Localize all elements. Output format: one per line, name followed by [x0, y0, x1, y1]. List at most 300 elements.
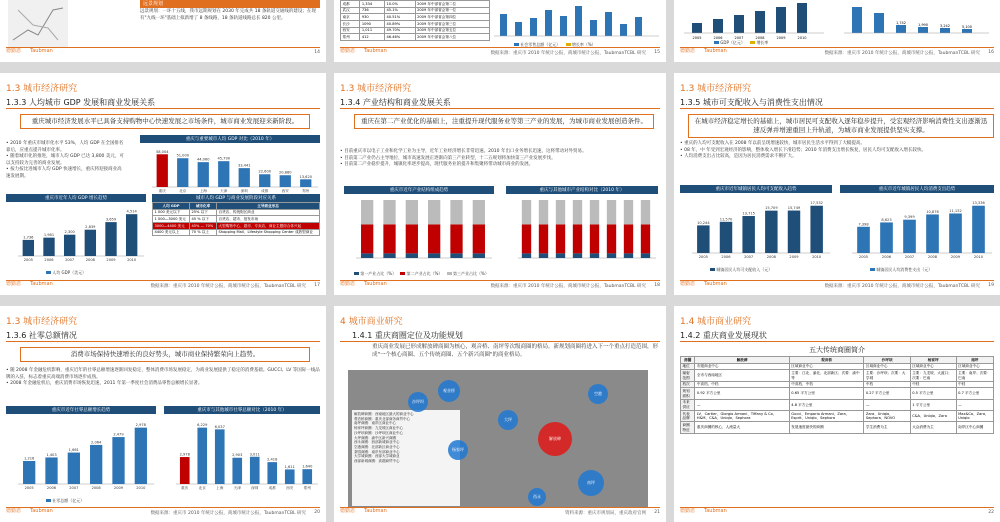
- income-chart: 重庆市近年城镇居民人均可支配收入趋势 10,244 2005 11,570 2006 13,715 2007 15,709 2008 15,749 2009 17,532 2010 城镇居民人均可支配收入（元）: [680, 185, 832, 273]
- table-row: 未来供应 — 4.8 平方公里 — 1 平方公里 —: [681, 399, 994, 410]
- bar-primary: [428, 253, 440, 258]
- data-label: 44,060: [196, 157, 210, 162]
- bar-tertiary: [450, 200, 462, 224]
- data-label: 45,790: [217, 156, 231, 161]
- table-row: 规划面积 0.92 平方公里 0.65 平方公里 0.27 平方公里 0.5 平方公里 0.7 平方公里: [681, 388, 994, 399]
- bar: [302, 469, 312, 484]
- bar: [918, 27, 928, 33]
- tick-label: 西安: [281, 189, 289, 193]
- data-label: 5,100: [961, 25, 973, 29]
- key-message: 在城市经济稳定增长的基础上，城市居民可支配收入逐年稳步提升，受宏观经济影响消费性支出逐渐迅速反弹并增速重回上升轨道，为城市商业发展提供坚实支撑。: [688, 114, 994, 138]
- section-title: 1.3 城市经济研究: [680, 84, 752, 94]
- bar: [720, 222, 732, 253]
- bar: [530, 18, 537, 36]
- industry-city-chart: 重庆与其他城市产业结构对比（2010 年）: [506, 186, 658, 268]
- bar-secondary: [383, 224, 395, 253]
- bar-primary: [607, 253, 616, 258]
- tick-label: 2005: [24, 486, 34, 490]
- page-number: 22: [988, 510, 994, 515]
- subsection-title: 1.3.4 产业结构和商业发展关系: [340, 98, 451, 107]
- bar-secondary: [522, 224, 531, 253]
- bar-tertiary: [556, 200, 565, 224]
- data-label: 3,242: [939, 24, 951, 28]
- slide-footer: 德勤恩 Taubman 14: [6, 47, 320, 59]
- bar: [250, 457, 260, 484]
- bar: [742, 216, 754, 253]
- tick-label: 2009: [106, 258, 116, 262]
- subsection-title: 1.3.3 人均城市 GDP 发展和商业发展关系: [6, 98, 156, 107]
- data-label: 13,620: [299, 174, 313, 179]
- tick-label: 2008: [755, 36, 765, 40]
- bar: [112, 437, 124, 484]
- source-note: 数据来源：重庆市 2010 年统计公报，商城市统计公报，TaubmanTCBL 研究: [824, 284, 980, 289]
- slide-20[interactable]: [0, 306, 326, 522]
- table-title: 五大传统商圈简介: [809, 346, 865, 354]
- data-label: 7,398: [858, 222, 869, 227]
- tick-label: 2010: [136, 486, 146, 490]
- source-note: 数据来源：重庆市 2010 年统计公报，商城市统计公报，TaubmanTCBL 研究: [150, 511, 306, 516]
- source-note: 资料来源：重庆市规划局，重庆政府官网: [565, 511, 646, 516]
- bar: [692, 23, 702, 33]
- tick-label: 郑州: [302, 189, 310, 193]
- commercial-district-map: [348, 370, 648, 508]
- industry-legend: 第一产业占比（%） 第二产业占比（%） 第三产业占比（%）: [354, 271, 489, 277]
- bar-primary: [573, 253, 582, 258]
- bar-primary: [624, 253, 633, 258]
- tick-label: 2005: [698, 255, 708, 259]
- bar: [232, 458, 242, 484]
- page-number: 18: [654, 283, 660, 288]
- bar: [713, 19, 723, 33]
- section-title: 1.3 城市经济研究: [340, 84, 412, 94]
- data-label: 2,300: [64, 230, 75, 235]
- bar-tertiary: [539, 200, 548, 224]
- slide-16[interactable]: [674, 0, 1000, 62]
- data-label: 20,880: [278, 170, 292, 175]
- bar: [23, 461, 35, 484]
- data-label: 1,981: [43, 233, 55, 238]
- slide-footer: 德勤恩 Taubman 数据来源：重庆市 2010 年统计公报，商城市统计公报，TaubmanTCBL 研究 15: [340, 47, 660, 59]
- bar-primary: [641, 253, 650, 258]
- bar: [177, 158, 188, 187]
- expenditure-chart: 重庆市近年城镇居民人均消费支出趋势 7,398 2005 8,623 2006 9,399 2007 10,876 2008 11,152 2009 13,336 2010 城镇居民人均消费性支出（元）: [840, 185, 994, 273]
- tick-label: 2010: [797, 36, 807, 40]
- retail-city-chart: 重庆市与其他城市社零总额对比（2010 年） 2,978 重庆 6,229 北京 6,037 上海 2,903 天津 3,011 深圳 2,418 成都 1,611 西安 1,640 郑州: [164, 406, 320, 498]
- bar: [635, 17, 642, 36]
- table-row: 3000—4400 美元 45% — 70% 大型购物中心、超市、专卖店，商业主题综合体兴起: [153, 223, 320, 230]
- gdp-growth-chart: [684, 0, 824, 40]
- data-label: 3,659: [105, 217, 117, 222]
- source-note: 数据来源：重庆市 2010 年统计公报，商城市统计公报，TaubmanTCBL 研究: [824, 51, 980, 56]
- tick-label: 成都: [268, 486, 276, 490]
- district-bubble[interactable]: 解放碑: [538, 422, 572, 456]
- legend-line: 南坪商圈：南岸区商业中心: [354, 421, 396, 426]
- bar: [590, 20, 597, 36]
- tick-label: 2009: [776, 36, 786, 40]
- bar: [852, 7, 862, 33]
- legend-line: 大学城商圈：西部大学城商业: [354, 454, 400, 459]
- data-label: 17,532: [810, 201, 823, 206]
- retail-city-table: [340, 0, 490, 41]
- bar: [788, 211, 800, 253]
- bar: [215, 429, 225, 484]
- table-row: 地位 市级商业中心 区域商业中心 区域商业中心 区域商业中心 区域商业中心: [681, 363, 994, 370]
- bar-primary: [522, 253, 531, 258]
- bar-primary: [539, 253, 548, 258]
- bar: [903, 220, 916, 253]
- table-row: 档次 中高档、中档 中高档、中档 中档 中档 中档: [681, 381, 994, 388]
- tick-label: 2010: [127, 258, 137, 262]
- data-label: 1,736: [23, 235, 34, 240]
- source-note: 数据来源：重庆市 2010 年统计公报，商城市统计公报，TaubmanTCBL 研究: [490, 51, 646, 56]
- district-bubble[interactable]: 观音桥: [438, 380, 460, 402]
- bar: [285, 469, 295, 484]
- data-label: 2,064: [91, 440, 102, 445]
- page-number: 19: [988, 283, 994, 288]
- bar: [810, 206, 822, 253]
- tick-label: 成都: [261, 189, 269, 193]
- bar: [90, 445, 102, 484]
- legend-line: 解放碑商圈：西南地区最大的商业中心: [354, 412, 414, 416]
- data-label: 10,876: [926, 209, 939, 214]
- plan-box-text: 远景规划：一环十五线，我市远期规划在 2030 年完成共 18 条轨道交通线的建设；在现有"九线一环"基础上拟新增了 8 条线路，18 条轨道线路总长 820 公里。: [140, 9, 316, 21]
- bar-tertiary: [361, 200, 373, 224]
- bar: [755, 11, 765, 33]
- bullet-list: • 重庆的人均可支配收入在 2008 年以前呈现增速较快，城市居民生活水平得到了大幅提高。 • 08 年，中 年受到宏观经济的影响，整体收入增长下滑趋势；2010 年消费支出增长恢复，居民人均可支配收入增长较快。 • 人均消费支出占比较高，是因为居民消费需求不断扩大。: [680, 141, 927, 160]
- gdp-stage-table: 城市人均 GDP 与商业发展阶段对应关系 人均 GDP 城市化率 主导商业形态 1 000 美元以下 25% 以下 百货店、传统街区商业 1 000—3000 美元 45 % 以下 百货店、超市、批发市场 3000—4400 美元 45% — 70% 大型购物中心、超市、专卖店，商业主题综合体兴起 4400 美元以上 70 % 以上 Shopping Mall、Lifestyle Shopping Center 成熟型商业: [152, 194, 320, 236]
- bar-secondary: [473, 224, 485, 253]
- bar: [605, 12, 612, 36]
- plan-box-title: 远景规划: [140, 0, 320, 8]
- data-label: 51,000: [176, 153, 190, 158]
- data-label: 10,244: [697, 220, 710, 225]
- bar: [300, 179, 311, 187]
- tick-label: 北京: [179, 189, 187, 193]
- bar: [23, 240, 34, 256]
- bar: [197, 428, 207, 484]
- bar: [874, 13, 884, 33]
- data-label: 2,978: [179, 452, 190, 457]
- table-row: 郑州 412 46.46% 2009 年中部省会第八位: [341, 34, 490, 41]
- bar-secondary: [406, 224, 418, 253]
- tick-label: 上海: [199, 189, 207, 193]
- key-message: 重庆城市经济发展水平已具备支持购物中心快速发展之市场条件，城市商业发展迎来新阶段。: [20, 114, 310, 129]
- page-number: 16: [988, 50, 994, 55]
- data-label: 1,611: [284, 464, 295, 469]
- bar-secondary: [624, 224, 633, 253]
- section-title: 1.3 城市经济研究: [6, 317, 78, 327]
- retail-comparison-chart: [494, 0, 659, 44]
- tick-label: 2009: [950, 255, 961, 259]
- bar-tertiary: [473, 200, 485, 224]
- slide-footer: 德勤恩 Taubman 数据来源：重庆市 2010 年统计公报，商城市统计公报，TaubmanTCBL 研究 17: [6, 280, 320, 292]
- bar: [45, 457, 57, 484]
- data-label: 33,441: [237, 163, 251, 168]
- district-table: 商圈 解放碑 观音桥 沙坪坝 杨家坪 南坪 地位 市级商业中心 区域商业中心 区域商业中心 区域商业中心 区域商业中心 辐射范围 全市与西南地区 主要：江北、渝北、北部新区；次要：渝中等 主要：沙坪坝；次要：大学城 主要：九龙坡、大渡口；次要：巴南 主要：南岸；次要：巴南 档次 中高档、中档 中高档、中档 中档 中档 中档 规划面积 0.92 平方公里 0.65 平方公里 0.27 平方公里 0.5 平方公里 0.7 平方公里 未来供应 — 4.8 平方公里 — 1 平方公里 — 代表品牌 LV、Cartier、Giorgio Armani、Tiffany & Co、H&M、C&A、Uniqlo、Sephora Gucci、Emporio Armani、Zara、Esprit、Uniqlo、Sephora Zara、Uniqlo、Sephora、NOVO C&A、Uniqlo、Zara Max&Co、Zara、Uniqlo 商圈特征 重庆商圈的核心，人流量大 发展速度最快的商圈 学生消费为主 大众消费为主 南岸区中心商圈: [680, 356, 994, 434]
- section-title: 1.4 城市商业研究: [680, 317, 752, 327]
- table-row: 辐射范围 全市与西南地区 主要：江北、渝北、北部新区；次要：渝中等 主要：沙坪坝；次要：大学城 主要：九龙坡、大渡口；次要：巴南 主要：南岸；次要：巴南: [681, 370, 994, 381]
- bar-primary: [450, 253, 462, 258]
- bar: [85, 230, 96, 256]
- tick-label: 2005: [23, 258, 33, 262]
- table-row: 长沙 1090 40.89% 2009 年中部省会第三位: [341, 21, 490, 28]
- gdp-legend: GDP（亿元） 增长率: [714, 40, 768, 46]
- data-label: 15,709: [765, 206, 778, 211]
- bar-secondary: [590, 224, 599, 253]
- data-label: 6,037: [214, 424, 225, 429]
- data-label: 22,600: [258, 169, 272, 174]
- tick-label: 2006: [46, 486, 57, 490]
- tick-label: 2006: [44, 258, 54, 262]
- legend-line: 杨家坪商圈：九龙坡区商业中心: [354, 426, 403, 431]
- data-label: 1,990: [917, 23, 929, 27]
- tick-label: 重庆: [158, 189, 166, 193]
- bar-tertiary: [607, 200, 616, 224]
- data-label: 2,479: [113, 432, 124, 437]
- bar: [239, 168, 250, 187]
- slide-15[interactable]: [334, 0, 666, 62]
- bar-secondary: [573, 224, 582, 253]
- tick-label: 2005: [858, 255, 869, 259]
- data-label: 1,661: [68, 448, 79, 453]
- data-label: 1,216: [24, 456, 35, 461]
- bar-secondary: [450, 224, 462, 253]
- tick-label: 郑州: [303, 486, 311, 490]
- data-label: 11,570: [719, 217, 733, 222]
- bar: [545, 10, 552, 36]
- data-label: 2,839: [85, 225, 96, 230]
- bar: [560, 16, 567, 36]
- bar-secondary: [607, 224, 616, 253]
- bullet-list: • 目前重庆市以电子工业和化学工业为主导，近年工业经济增长非常迅速。2010 年出口业务增长迅速，这将带动对外贸易。 • 目前第二产业仍占主导地位，城市高速发展正逐渐向第三产业转型，十二五规划将加快第三产业发展步伐。 • 目前第二产业稳步提升，城镇化率逐步提高，现代服务业的提升和集聚将带动城市商业的发展。: [340, 149, 587, 168]
- tick-label: 2010: [973, 255, 984, 259]
- data-label: 2,418: [267, 457, 278, 462]
- tick-label: 2006: [713, 36, 723, 40]
- divider: [6, 341, 320, 342]
- bar: [896, 25, 906, 33]
- divider: [340, 341, 660, 342]
- legend-line: 观音桥商圈：重庆北部商务商贸中心: [354, 416, 410, 421]
- bar-tertiary: [641, 200, 650, 224]
- tick-label: 2006: [881, 255, 892, 259]
- tick-label: 2007: [65, 258, 75, 262]
- legend-line: 大坪商圈：渝中区新兴商圈: [354, 435, 396, 440]
- slide-19[interactable]: [674, 73, 1000, 295]
- subsection-title: 1.3.5 城市可支配收入与消费性支出情况: [680, 98, 823, 107]
- subsection-title: 1.4.1 重庆商圈定位及功能规划: [352, 331, 463, 340]
- bar: [64, 235, 75, 256]
- bar: [515, 22, 522, 36]
- bar-tertiary: [573, 200, 582, 224]
- key-message: 消费市场保持快速增长的良好势头，城市商业保持繁荣向上趋势。: [20, 347, 310, 362]
- slide-footer: 德勤恩 Taubman 数据来源：重庆市 2010 年统计公报，商城市统计公报，TaubmanTCBL 研究 16: [680, 47, 994, 59]
- data-label: 4,514: [126, 209, 137, 214]
- key-message: 重庆商业发展已形成解放碑商圈为核心，观音桥、南坪等次级商圈的格局。新规划商圈将进入下一个重点打造范围，形成"一个核心商圈、五个传统商圈、五个新兴商圈"的商业格局。: [372, 344, 659, 358]
- data-label: 1,742: [895, 21, 907, 25]
- bar: [949, 213, 962, 253]
- subsection-title: 1.3.6 社零总额情况: [6, 331, 77, 340]
- bar: [267, 462, 277, 484]
- district-bubble[interactable]: 空港: [588, 384, 608, 404]
- data-label: 1,640: [302, 464, 313, 469]
- tick-label: 2008: [766, 255, 776, 259]
- bar-primary: [406, 253, 418, 258]
- slide-14[interactable]: [0, 0, 326, 62]
- bar-secondary: [556, 224, 565, 253]
- bar: [105, 222, 116, 256]
- tick-label: 天津: [233, 486, 241, 490]
- data-label: 9,399: [904, 215, 915, 220]
- bar: [697, 225, 709, 253]
- slide-footer: 德勤恩 Taubman 资料来源：重庆市规划局，重庆政府官网 21: [340, 507, 660, 519]
- slide-22[interactable]: [674, 306, 1000, 522]
- tick-label: 深圳: [251, 486, 259, 490]
- bar-tertiary: [624, 200, 633, 224]
- bar-secondary: [361, 224, 373, 253]
- bar-primary: [556, 253, 565, 258]
- bar-primary: [383, 253, 395, 258]
- table-row: 武汉 736 45.1% 2009 年中部省会第一位: [341, 7, 490, 14]
- data-label: 8,623: [881, 217, 892, 222]
- tick-label: 2010: [812, 255, 822, 259]
- legend-line: 西部新城商圈：高端商贸中心: [354, 459, 400, 464]
- tick-label: 重庆: [181, 486, 189, 490]
- tick-label: 2007: [744, 255, 754, 259]
- section-title: 1.3 城市经济研究: [6, 84, 78, 94]
- district-bubble[interactable]: 杨家坪: [448, 440, 468, 460]
- district-bubble[interactable]: 沙坪坝: [408, 392, 428, 412]
- bar: [940, 28, 950, 33]
- gdp-city-chart: [844, 0, 989, 40]
- bar: [135, 428, 147, 484]
- bar: [43, 238, 54, 256]
- tick-label: 北京: [198, 486, 206, 490]
- bar: [180, 457, 190, 484]
- metro-map-thumbnail: [8, 0, 68, 48]
- tick-label: 2007: [69, 486, 79, 490]
- bar-primary: [590, 253, 599, 258]
- bar-primary: [473, 253, 485, 258]
- bar: [280, 175, 291, 187]
- table-row: 商圈特征 重庆商圈的核心，人流量大 发展速度最快的商圈 学生消费为主 大众消费为主 南岸区中心商圈: [681, 422, 994, 433]
- bar-tertiary: [406, 200, 418, 224]
- legend-line: 空港商圈：北部新区商业中心: [354, 445, 400, 450]
- retail-trend-chart: 重庆市近年社零总额增长趋势 1,216 2005 1,403 2006 1,661 2007 2,064 2008 2,479 2009 2,978 2010 社零总额（亿元）: [6, 406, 156, 504]
- legend-line: 沙坪坝商圈：沙坪坝区商业中心: [354, 430, 403, 435]
- bar: [857, 227, 870, 253]
- data-label: 1,403: [46, 452, 57, 457]
- tick-label: 2009: [113, 486, 124, 490]
- district-bubble[interactable]: 南坪: [578, 470, 604, 496]
- source-note: 数据来源：重庆市 2010 年统计公报，商城市统计公报，TaubmanTCBL 研究: [150, 284, 306, 289]
- page-number: 21: [654, 510, 660, 515]
- bar: [68, 453, 80, 484]
- bar: [880, 222, 893, 253]
- bar: [500, 14, 507, 36]
- data-label: 2,978: [135, 423, 146, 428]
- bar-secondary: [428, 224, 440, 253]
- bar: [198, 162, 209, 187]
- slide-footer: 德勤恩 Taubman 数据来源：重庆市 2010 年统计公报，商城市统计公报，TaubmanTCBL 研究 18: [340, 280, 660, 292]
- bar-tertiary: [383, 200, 395, 224]
- bar: [126, 214, 137, 256]
- slide-21[interactable]: [334, 306, 666, 522]
- slide-18[interactable]: [334, 73, 666, 295]
- bar-tertiary: [428, 200, 440, 224]
- data-label: 6,229: [197, 423, 208, 428]
- tick-label: 2007: [904, 255, 915, 259]
- slide-17[interactable]: [0, 73, 326, 295]
- bar-secondary: [641, 224, 650, 253]
- legend-line: 茶园商圈：南岸东部商业中心: [354, 449, 400, 454]
- bar: [776, 7, 786, 33]
- data-label: 58,004: [155, 149, 169, 154]
- divider: [680, 341, 994, 342]
- tick-label: 2008: [91, 486, 101, 490]
- bar: [962, 29, 972, 33]
- bar: [765, 211, 777, 253]
- tick-label: 2008: [85, 258, 95, 262]
- data-label: 13,715: [742, 211, 755, 216]
- bar: [620, 24, 627, 36]
- table-row: 代表品牌 LV、Cartier、Giorgio Armani、Tiffany & Co、H&M、C&A、Uniqlo、Sephora Gucci、Emporio Armani、Zara、Esprit、Uniqlo、Sephora Zara、Uniqlo、Sephora、NOVO C&A、Uniqlo、Zara Max&Co、Zara、Uniqlo: [681, 411, 994, 422]
- bar-tertiary: [590, 200, 599, 224]
- page-number: 14: [314, 50, 320, 55]
- tick-label: 西安: [286, 486, 294, 490]
- data-label: 13,336: [972, 201, 985, 206]
- table-row: 1 000—3000 美元 45 % 以下 百货店、超市、批发市场: [153, 216, 320, 223]
- table-row: 成都 1,334 10.0% 2009 年中部省会第二位: [341, 1, 490, 8]
- bar-secondary: [539, 224, 548, 253]
- page-number: 15: [654, 50, 660, 55]
- page-number: 17: [314, 283, 320, 288]
- bar: [926, 214, 939, 253]
- page-number: 20: [314, 510, 320, 515]
- data-label: 11,152: [949, 208, 962, 213]
- district-legend: [352, 410, 460, 506]
- tick-label: 2008: [927, 255, 938, 259]
- bar: [259, 174, 270, 187]
- tick-label: 2006: [721, 255, 731, 259]
- section-title: 4 城市商业研究: [340, 317, 403, 327]
- district-bubble[interactable]: 西永: [528, 488, 546, 506]
- divider: [6, 108, 320, 109]
- data-label: 3,011: [249, 452, 260, 457]
- legend-line: 西永商圈：西部新城商业中心: [354, 440, 400, 445]
- table-row: 西安 1,011 49.70% 2009 年中部省会第五位: [341, 27, 490, 34]
- slide-footer: 德勤恩 Taubman 数据来源：重庆市 2010 年统计公报，商城市统计公报，TaubmanTCBL 研究 20: [6, 507, 320, 519]
- bar: [797, 3, 807, 33]
- divider: [340, 108, 660, 109]
- divider: [680, 108, 994, 109]
- slide-footer: 德勤恩 Taubman 数据来源：重庆市 2010 年统计公报，商城市统计公报，TaubmanTCBL 研究 19: [680, 280, 994, 292]
- bar: [157, 154, 168, 187]
- bar: [218, 161, 229, 187]
- bar: [734, 15, 744, 33]
- key-message: 重庆在第二产业优化的基础上，注重提升现代服务业等第三产业的发展，为城市商业发展创造条件。: [354, 114, 654, 129]
- table-row: 1 000 美元以下 25% 以下 百货店、传统街区商业: [153, 209, 320, 216]
- bar: [575, 6, 582, 36]
- subsection-title: 1.4.2 重庆商业发展现状: [680, 331, 767, 340]
- district-bubble[interactable]: 大坪: [498, 410, 518, 430]
- tick-label: 天津: [220, 189, 228, 193]
- tick-label: 2005: [692, 36, 702, 40]
- slide-footer: 德勤恩 Taubman 22: [680, 507, 994, 519]
- city-gdp-chart: 重庆与重要城市人均 GDP 对比（2010 年） 58,004 重庆 51,000 北京 44,060 上海 45,790 天津 33,441 深圳 22,600 成都 20,880 西安 13,620 郑州: [140, 135, 320, 201]
- source-note: 数据来源：重庆市 2010 年统计公报，商城市统计公报，TaubmanTCBL 研究: [490, 284, 646, 289]
- table-row: 4400 美元以上 70 % 以上 Shopping Mall、Lifestyle Shopping Center 成熟型商业: [153, 229, 320, 236]
- bar-primary: [361, 253, 373, 258]
